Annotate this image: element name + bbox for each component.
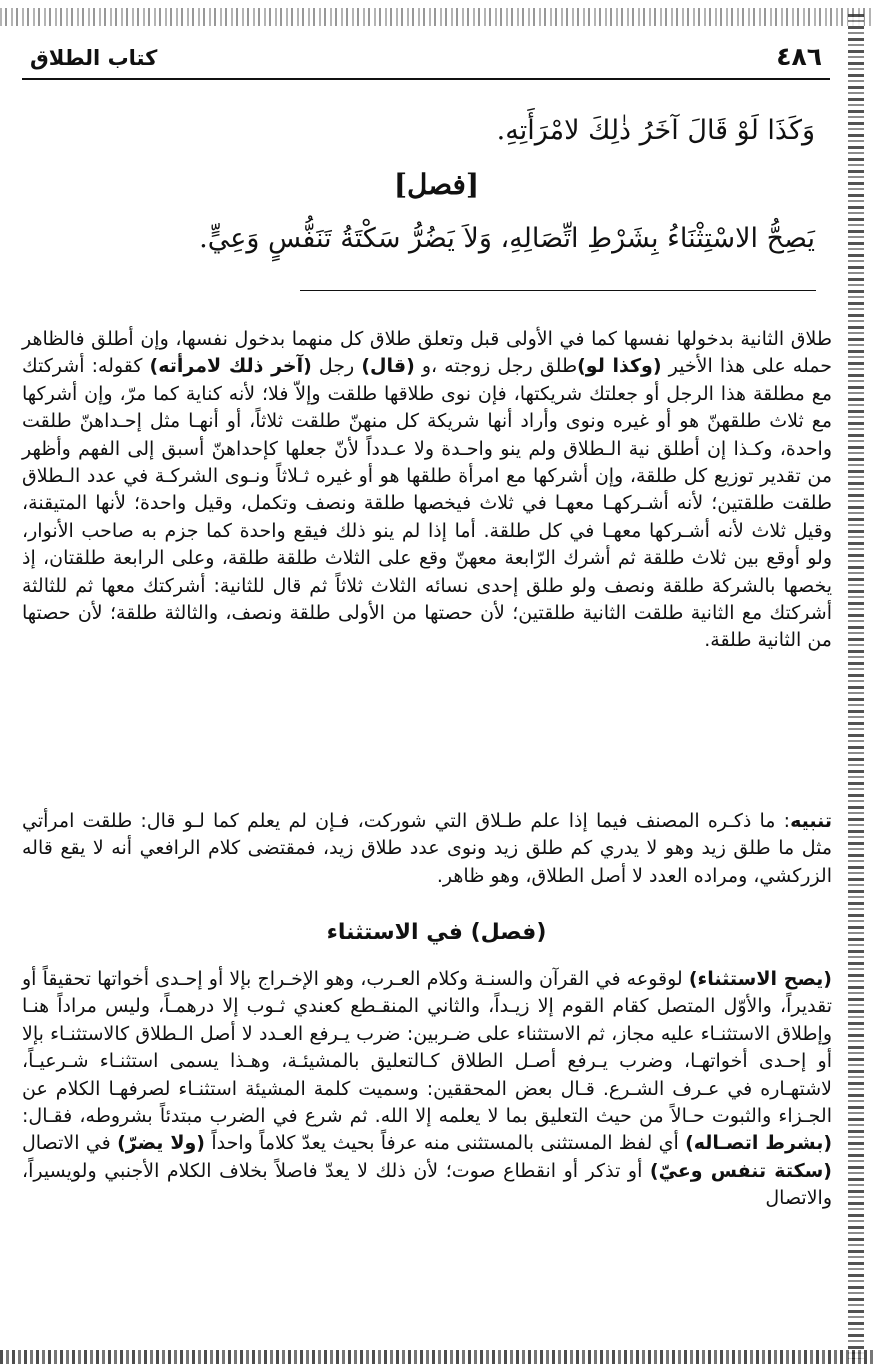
tanbih-label: تنبيه xyxy=(790,810,832,832)
top-ornamental-border xyxy=(0,8,873,26)
right-ornamental-border xyxy=(848,14,864,1359)
para-3-bold-3: (ولا يضرّ) xyxy=(117,1132,205,1155)
para-1-text-3: رجل xyxy=(311,355,362,378)
running-title: كتاب الطلاق xyxy=(30,46,158,70)
para-3-text-2: أي لفظ المستثنى بالمستثنى منه عرفاً بحيث يعدّ كلاماً واحداً xyxy=(204,1132,686,1155)
para-2-text: : ما ذكـره المصنف فيما إذا علم طـلاق التي شوركت، فـإن لم يعلم كما لـو قال: طلقت امرأتي مثل ما طلق زيد وهو لا يدري كم طلق زيد ونوى عدد طلاق زيد، فمقتضى كلام الرافعي أنه لا يقع قاله الزركشي، ومراده العدد لا أصل الطلاق، وهو ظاهر. xyxy=(22,810,832,887)
para-3-text-1: لوقوعه في القرآن والسنـة وكلام العـرب، وهو الإخـراج بإلا أو إحـدى أخواتها تحقيقاً أو تقديراً، والأوّل المتصل كقام القوم إلا زيـداً، والثاني المنقـطع كعندي ثـوب إلا درهمـاً، وليس مراداً هنـا وإطلاق الاستثنـاء عليه مجاز، ثم الاستثناء على ضـربين: ضرب يـرفع العـدد لا أصل الـطلاق كالاستثنـاء بإلا أو إحـدى أخواتهـا، وضرب يـرفع أصـل الطلاق كـالتعليق بالمشيئـة، وهـذا يسمى استثنـاء شـرعيـاً، لاشتهـاره في عـرف الشـرع. قـال بعض المحققين: وسميت كلمة المشيئة استثنـاء لصرفهـا الكلام عن الجـزاء والثبوت حـالاً من حيث التعليق بما لا يعلمه إلا الله. ثم شرع في الضرب مبتدئاً بشروطه، فقـال: xyxy=(22,968,832,1128)
matn-line-2: يَصِحُّ الاسْتِثْنَاءُ بِشَرْطِ اتِّصَالِهِ، وَلاَ يَضُرُّ سَكْتَةُ تَنَفُّسٍ وَعِيٍّ. xyxy=(199,223,815,254)
sharh-paragraph-1 xyxy=(22,326,832,655)
fasl-label: [فصل] xyxy=(393,168,480,201)
para-1-text-2: طلق رجل زوجته ،و xyxy=(414,355,578,378)
sharh-paragraph-2 xyxy=(22,808,832,890)
matn-sharh-divider xyxy=(300,290,816,291)
para-1-bold-3: (آخر ذلك لامرأته) xyxy=(149,355,312,378)
para-3-text-3: في الاتصال xyxy=(22,1132,118,1155)
para-1-bold-1: (وكذا لو) xyxy=(577,355,662,378)
para-1-text-4: كقوله: أشركتك مع مطلقة هذا الرجل أو جعلتك شريكتها، فإن نوى طلاقها طلقت وإلاّ فلا؛ لأنه كناية كما مرّ، وإن أشركها مع ثلاث طلقهنّ هو أو غيره ونوى وأراد أنها شريكة كل منهنّ طلقت ثلاثاً، أو أنهـا مثل إحـداهنّ طلقت واحدة، وكـذا إن أطلق نية الـطلاق ولم ينو واحـدة ولا عـدداً لأنّ جعلها كإحداهنّ أسبق إلى الفهم وأظهر من تقدير توزيع كل طلقة، وإن أشركها مع امرأة طلقها هو أو غيره ثـلاثاً ونـوى الشركـة في عدد الـطلاق طلقت طلقتين؛ لأنه أشـركهـا معهـا في ثلاث فيخصها طلقة ونصف وتكمل، وقيل واحدة؛ لأنها المتيقنة، وقيل ثلاث لأنه أشـركها معهـا في كل طلقة. أما إذا لم ينو ذلك فيقع واحدة كما جزم به صاحب الأنوار، ولو أوقع بين ثلاث طلقة ثم أشرك الرّابعة معهنّ وقع على الثلاث طلقة طلقة، وعلى الرابعة طلقتان، إذ يخصها بالشركة طلقة ونصف ولو طلق إحدى نسائه الثلاث ثلاثاً ثم قال للثانية: أشركتك معها ثم للثالثة أشركتك مع الثانية طلقت الثانية طلقتين؛ لأن حصتها من الأولى طلقة ونصف، والثالثة طلقة؛ لأن حصتها من الثانية طلقة. xyxy=(22,355,832,652)
para-1-text-1: طلاق الثانية بدخولها نفسها كما في الأولى قبل وتعلق طلاق كل منهما بدخول نفسها، وإن أطلق فالظاهر حمله على هذا الأخير xyxy=(22,328,832,378)
para-3-bold-2: (بشرط اتصـاله) xyxy=(685,1132,833,1155)
bottom-ornamental-border xyxy=(0,1350,873,1364)
para-1-bold-2: (قال) xyxy=(361,355,415,378)
matn-line-1: وَكَذَا لَوْ قَالَ آخَرُ ذٰلِكَ لامْرَأَتِهِ. xyxy=(496,115,815,146)
section-heading: (فصل) في الاستثناء xyxy=(326,920,547,945)
sharh-paragraph-3 xyxy=(22,966,832,1213)
para-3-text-4: أو تذكر أو انقطاع صوت؛ لأن ذلك لا يعدّ فاصلاً بخلاف الكلام الأجنبي ولويسيراً، والاتصال xyxy=(22,1159,832,1210)
para-3-bold-1: (يصح الاستثناء) xyxy=(688,968,832,990)
page-header xyxy=(22,42,830,80)
para-3-bold-4: (سكتة تنفس وعيّ) xyxy=(649,1159,832,1182)
page-number: ٤٨٦ xyxy=(776,42,822,71)
